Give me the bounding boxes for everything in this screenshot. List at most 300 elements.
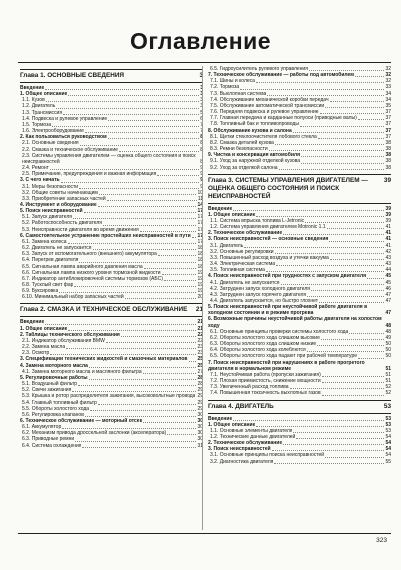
entry-page: 48 (385, 322, 391, 329)
entry-page: 21 (197, 325, 203, 332)
entry-title: 3. Спецификации технических жидкостей и смазочных материалов (20, 356, 188, 363)
leader-dots (305, 221, 384, 223)
entry-title: 2. Техническое обслуживание (208, 230, 283, 237)
entry-title: 9. Чистка и консервация автомобиля (208, 152, 300, 159)
leader-dots (301, 162, 384, 164)
entry-title: 6.2. Обороты холостого хода слишком высокие (210, 334, 320, 341)
leader-dots (233, 209, 384, 211)
entry-page: 3 (200, 103, 203, 110)
leader-dots (119, 150, 199, 152)
entry-page: 14 (197, 201, 203, 208)
chapter-page: 21 (195, 306, 203, 314)
entry-title: 6.7. Индикатор антиблокировочной системы тормозов (АБС) (22, 275, 163, 282)
entry-title: Введение (208, 415, 233, 422)
entry-page: 29 (197, 387, 203, 394)
entry-page: 37 (385, 115, 391, 122)
leader-dots (275, 143, 385, 145)
leader-dots (267, 94, 384, 96)
entry-title: 3.5. Топливная система (210, 267, 265, 274)
entry-title: 1.3. Трансмиссия (22, 109, 63, 116)
leader-dots (319, 301, 384, 303)
entry-page: 50 (385, 347, 391, 354)
entry-title: 3.2. Основные регулировки (210, 248, 274, 255)
toc-subsection[interactable] (208, 165, 391, 171)
chapter-heading (20, 69, 203, 83)
entry-page: 23 (197, 344, 203, 351)
entry-title: 2.2. Замена масла (22, 344, 66, 351)
entry-page: 52 (385, 390, 391, 397)
entry-title: 4. Поиск неисправностей при трудностях с запуском двигателя (208, 273, 366, 280)
leader-dots (330, 258, 385, 260)
leader-dots (45, 323, 196, 325)
entry-page: 22 (197, 331, 203, 338)
entry-title: 3. Поиск неисправностей — основные сведения (208, 236, 329, 243)
entry-page: 38 (385, 158, 391, 165)
entry-page: 38 (385, 146, 391, 153)
entry-page: 50 (385, 341, 391, 348)
leader-dots (296, 437, 384, 439)
leader-dots (80, 144, 200, 146)
entry-page: 54 (385, 446, 391, 453)
leader-dots (307, 350, 385, 352)
page-number: 323 (376, 537, 387, 544)
leader-dots (330, 100, 385, 102)
entry-page: 44 (385, 267, 391, 274)
entry-title: 3.2. Общие советы начинающим (22, 189, 98, 196)
entry-title: 2.3. Системы управления двигателем — оценка общего состояния и поиск неисправностей (22, 152, 196, 165)
entry-page: 17 (197, 232, 203, 239)
entry-page: 8 (200, 140, 203, 147)
leader-dots (108, 119, 199, 121)
leader-dots (358, 118, 385, 120)
leader-dots (74, 285, 196, 287)
leader-dots (140, 230, 197, 232)
entry-page: 8 (200, 134, 203, 141)
entry-title: 9.2. Уход за отделкой салона (210, 164, 278, 171)
entry-title: 2. Техническое обслуживание (208, 440, 283, 447)
entry-title: 4.1. Замена моторного масла и масляного фильтра (22, 368, 142, 375)
entry-page: 55 (385, 458, 391, 465)
leader-dots (167, 433, 196, 435)
top-rule (18, 62, 391, 63)
entry-title: 3.3. Приобретение запасных частей (22, 195, 106, 202)
entry-page: 43 (385, 261, 391, 268)
leader-dots (355, 75, 384, 77)
entry-title: 6.2. Механизм привода дроссельной заслонки (акселератора) (22, 430, 167, 437)
leader-dots (78, 384, 196, 386)
leader-dots (349, 332, 384, 334)
entry-page: 30 (197, 411, 203, 418)
entry-title: 6.9. Буксировка (22, 288, 59, 295)
leader-dots (143, 421, 196, 423)
entry-page: 41 (385, 242, 391, 249)
entry-page: 51 (385, 365, 391, 372)
entry-page: 34 (385, 96, 391, 103)
entry-page: 22 (197, 337, 203, 344)
entry-page: 7 (200, 121, 203, 128)
leader-dots (72, 390, 196, 392)
entry-title: 6.3. Приводные ремни (22, 436, 75, 443)
chapter-title: Глава 3. СИСТЕМЫ УПРАВЛЕНИЯ ДВИГАТЕЛЕМ — ОЦЕНКА ОБЩЕГО СОСТОЯНИЯ И ПОИСК НЕИСПРАВНОСТЕЙ (208, 176, 368, 200)
entry-title: 6.5. Гидроусилитель рулевого управления (210, 66, 308, 72)
leader-dots (320, 112, 385, 114)
leader-dots (107, 199, 197, 201)
entry-page: 23 (197, 350, 203, 357)
entry-title: 2.5. Примечание, предупреждения и важная информация (22, 171, 157, 178)
entry-title: 1.2. Система управления двигателем Motronic 1.1 (210, 224, 326, 231)
entry-title: 8.3. Ремни безопасности (210, 146, 268, 153)
entry-page: 32 (385, 66, 391, 72)
entry-page: 50 (385, 353, 391, 360)
leader-dots (301, 155, 384, 157)
leader-dots (68, 329, 196, 331)
leader-dots (50, 168, 199, 170)
entry-page: 31 (197, 442, 203, 449)
entry-title: 4.1. Двигатель не запускается (210, 279, 280, 286)
leader-dots (293, 131, 385, 133)
leader-dots (98, 205, 197, 207)
entry-title: 1. Общее описание (20, 325, 68, 332)
entry-page: 38 (385, 164, 391, 171)
leader-dots (256, 81, 385, 83)
entry-page: 19 (197, 282, 203, 288)
leader-dots (276, 264, 384, 266)
entry-title: 5.2. Работоспособность двигателя (22, 220, 102, 227)
entry-title: 7.1. Шины и колеса (210, 78, 255, 85)
entry-title: 1.2. Технические данные двигателей (210, 433, 296, 440)
leader-dots (256, 215, 384, 217)
entry-title: 4.2. Затруднен запуск холодного двигателя (210, 285, 311, 292)
leader-dots (266, 270, 385, 272)
entry-title: 6.3. Запуск от вспомогательного (внешнего) аккумулятора (22, 251, 157, 258)
leader-dots (269, 149, 385, 151)
entry-page: 54 (385, 433, 391, 440)
column-divider (202, 66, 203, 530)
entry-title: 6.10. Минимальный набор запасных частей (22, 294, 124, 301)
entry-title: 6.4. Перегрев двигателя (22, 257, 79, 264)
entry-page: 54 (385, 440, 391, 447)
entry-page: 51 (385, 371, 391, 378)
leader-dots (106, 341, 197, 343)
entry-page: 18 (197, 245, 203, 252)
entry-page: 10 (197, 189, 203, 196)
entry-title: 5.1. Запуск двигателя (22, 214, 72, 221)
toc-section[interactable] (208, 316, 391, 328)
entry-title: 7.6. Передняя подвеска и рулевое управление (210, 109, 319, 116)
toc-subsection[interactable] (208, 459, 391, 465)
leader-dots (45, 88, 199, 90)
entry-page: 45 (385, 279, 391, 286)
leader-dots (322, 381, 385, 383)
chapter-page: 3 (199, 72, 203, 79)
entry-page: 25 (197, 356, 203, 363)
entry-title: 5.2. Свечи зажигания (22, 387, 72, 394)
entry-title: 7.8. Топливный бак и топливопроводы (210, 121, 299, 128)
entry-title: 6.8. Тусклый свет фар (22, 282, 74, 288)
entry-page: 8 (200, 158, 203, 165)
chapter-heading (20, 303, 203, 317)
entry-title: 1.1. Кузов (22, 97, 45, 104)
entry-title: 5.3. Крышка и ротор распределителя зажигания, высоковольтные провода (22, 393, 196, 400)
entry-title: 3.1. Двигатель (210, 242, 244, 249)
leader-dots (50, 353, 196, 355)
entry-title: 6. Возможные причины неустойчивой работы двигателя на холостом ходу (208, 316, 382, 329)
entry-page: 27 (197, 368, 203, 375)
leader-dots (321, 338, 385, 340)
entry-page: 20 (197, 294, 203, 301)
entry-page: 30 (197, 430, 203, 437)
toc-right-column (208, 66, 391, 465)
entry-title: Введение (20, 85, 45, 91)
entry-title: 7. Техническое обслуживание — работы под автомобилем (208, 72, 354, 79)
entry-page: 49 (385, 334, 391, 341)
entry-page: 32 (385, 72, 391, 79)
entry-page: 51 (385, 378, 391, 385)
entry-page: 46 (385, 285, 391, 292)
entry-title: 2.4. Ремонт (22, 165, 49, 172)
leader-dots (290, 387, 385, 389)
entry-title: 1.6. Электрооборудование (22, 128, 84, 135)
entry-title: 5.1. Воздушный фильтр (22, 381, 78, 388)
leader-dots (85, 415, 197, 417)
entry-page: 30 (197, 424, 203, 431)
leader-dots (240, 88, 384, 90)
entry-page: 41 (385, 224, 391, 231)
entry-page: 18 (197, 263, 203, 270)
leader-dots (327, 227, 385, 229)
entry-title: 8.1. Щетки стеклоочистителя лобового стекла (210, 133, 317, 140)
toc-section[interactable] (208, 304, 391, 316)
entry-title: 6.1. Замена колеса (22, 238, 67, 245)
entry-title: 1.4. Подвеска и рулевое управление (22, 115, 108, 122)
entry-page: 7 (200, 128, 203, 135)
leader-dots (317, 344, 384, 346)
chapter-title: Глава 4. ДВИГАТЕЛЬ (208, 402, 274, 410)
entry-page: 41 (385, 230, 391, 237)
entry-title: 6.6. Сигнальная лампа низкого уровня тормозной жидкости (22, 269, 161, 276)
entry-page: 17 (197, 220, 203, 227)
chapter-heading (208, 400, 391, 414)
entry-title: 1.1. Основные элементы двигателя (210, 427, 293, 434)
entry-title: 1. Общее описание (208, 211, 256, 218)
entry-page: 17 (197, 214, 203, 221)
entry-page: 53 (385, 415, 391, 422)
leader-dots (93, 248, 197, 250)
entry-title: 7.7. Главная передача и карданные полуоси (приводные валы) (210, 115, 357, 122)
entry-title: 2. Таблицы технического обслуживания (20, 331, 120, 338)
entry-title: 2.2. Смазка и техническое обслуживание (22, 146, 118, 153)
entry-title: Введение (208, 205, 233, 212)
entry-page: 53 (385, 421, 391, 428)
entry-page: 18 (197, 257, 203, 264)
leader-dots (84, 211, 197, 213)
entry-title: 4.3. Затруднен запуск горячего двигателя (210, 291, 307, 298)
entry-title: 5. Поиск неисправностей при неустойчивой работе двигателя в холодном состоянии и в режиме прогрева (208, 304, 368, 317)
entry-title: 6.4. Система охлаждения (22, 442, 82, 449)
leader-dots (281, 283, 385, 285)
entry-page: 42 (385, 248, 391, 255)
entry-page: 29 (197, 393, 203, 400)
entry-title: Введение (20, 319, 45, 326)
leader-dots (274, 462, 384, 464)
leader-dots (75, 440, 196, 442)
entry-page: 45 (385, 273, 391, 280)
entry-title: 3. Поиск неисправностей (208, 446, 271, 453)
entry-title: 6.4. Обороты холостого хода колеблются (210, 347, 306, 354)
leader-dots (311, 289, 384, 291)
leader-dots (68, 242, 197, 244)
chapter-title: Глава 1. ОСНОВНЫЕ СВЕДЕНИЯ (20, 72, 125, 79)
leader-dots (325, 106, 384, 108)
leader-dots (329, 240, 384, 242)
entry-page: 19 (197, 275, 203, 282)
entry-title: 3.1. Основные принципы поиска неисправностей (210, 452, 325, 459)
page-title: Оглавление (129, 28, 272, 54)
leader-dots (89, 378, 197, 380)
entry-title: 2.1. Основные сведения (22, 140, 79, 147)
leader-dots (300, 125, 384, 127)
entry-page: 19 (197, 269, 203, 276)
toc-subsection[interactable] (20, 443, 203, 449)
entry-page: 5 (200, 109, 203, 116)
entry-title: 7.5. Обслуживание автоматической трансмиссии (210, 102, 325, 109)
entry-title: 4.4. Двигатель запускается, но быстро глохнет (210, 298, 319, 304)
entry-page: 9 (200, 183, 203, 190)
entry-title: 1.1. Система впрыска топлива L-Jetronic (210, 217, 305, 224)
leader-dots (283, 233, 384, 235)
entry-title: 5.4. Главный топливный фильтр (22, 399, 97, 406)
leader-dots (244, 246, 384, 248)
entry-page: 35 (385, 102, 391, 109)
entry-page: 34 (385, 90, 391, 97)
entry-title: 3.3. Повышенный расход воздуха и утечки вакуума (210, 254, 329, 261)
leader-dots (322, 375, 385, 377)
entry-title: 6.5. Сигнальная лампа аварийного давления масла (22, 263, 143, 270)
entry-title: 7.2. Плохая приемистость, снижение мощности (210, 378, 321, 385)
entry-page: 3 (200, 91, 203, 98)
leader-dots (56, 107, 199, 109)
leader-dots (307, 295, 384, 297)
entry-page: 33 (385, 84, 391, 91)
entry-page: 39 (385, 205, 391, 212)
entry-page: 8 (200, 146, 203, 153)
leader-dots (189, 360, 197, 362)
leader-dots (192, 236, 197, 238)
leader-dots (73, 217, 196, 219)
entry-page: 18 (197, 251, 203, 258)
leader-dots (85, 131, 199, 133)
entry-title: 8.2. Смазка деталей кузова (210, 139, 274, 146)
entry-page: 29 (197, 405, 203, 412)
leader-dots (164, 279, 197, 281)
leader-dots (68, 94, 199, 96)
entry-title: 7.1. Неустойчивая работа (пропуски зажигания) (210, 371, 321, 378)
entry-title: 7.4. Обслуживание механической коробки передач (210, 96, 329, 103)
entry-page: 28 (197, 374, 203, 381)
toc-subsection[interactable] (20, 153, 203, 165)
entry-title: 4. Инструмент и оборудование (20, 201, 97, 208)
entry-page: 17 (197, 238, 203, 245)
leader-dots (256, 425, 384, 427)
leader-dots (367, 277, 384, 279)
entry-page: 47 (385, 298, 391, 304)
chapter-page: 39 (383, 176, 391, 184)
entry-title: 5.5. Обороты холостого хода (22, 405, 90, 412)
leader-dots (79, 261, 196, 263)
entry-page: 19 (197, 288, 203, 295)
entry-page: 3 (200, 97, 203, 104)
entry-page: 32 (385, 78, 391, 85)
leader-dots (103, 224, 196, 226)
entry-title: 3.4. Электрическая система (210, 261, 276, 268)
leader-dots (275, 252, 385, 254)
entry-title: 1.2. Двигатель (22, 103, 56, 110)
entry-page: 9 (200, 171, 203, 178)
leader-dots (309, 69, 385, 71)
leader-dots (89, 366, 197, 368)
entry-title: 7.3. Увеличенный расход топлива (210, 384, 289, 391)
entry-page: 43 (385, 254, 391, 261)
leader-dots (125, 297, 197, 299)
entry-title: 7.2. Тормоза (210, 84, 240, 91)
leader-dots (108, 137, 200, 139)
entry-title: 2.3. Осмотр (22, 350, 50, 357)
entry-page: 37 (385, 133, 391, 140)
entry-title: 6.5. Обороты холостого хода падают при рабочей температуре (210, 353, 358, 360)
entry-page: 53 (385, 427, 391, 434)
bottom-rule (18, 533, 391, 534)
entry-page: 39 (385, 217, 391, 224)
entry-page: 54 (385, 452, 391, 459)
toc-subsection[interactable] (208, 390, 391, 396)
entry-page: 25 (197, 362, 203, 369)
entry-page: 28 (197, 381, 203, 388)
leader-dots (99, 193, 197, 195)
entry-page: 38 (385, 139, 391, 146)
entry-page: 38 (385, 152, 391, 159)
entry-page: 52 (385, 384, 391, 391)
entry-title: 6. Техническое обслуживание — моторный отсек (20, 417, 143, 424)
leader-dots (52, 125, 199, 127)
entry-page: 9 (200, 177, 203, 184)
entry-title: 9.1. Уход за наружной отделкой кузова (210, 158, 301, 165)
entry-page: 11 (197, 195, 203, 202)
entry-title: 5. Поиск неисправностей (20, 208, 83, 215)
entry-title: 6.3. Обороты холостого хода слишком низкие (210, 341, 317, 348)
leader-dots (90, 409, 196, 411)
entry-page: 37 (385, 121, 391, 128)
leader-dots (318, 137, 385, 139)
entry-page: 29 (197, 399, 203, 406)
entry-page: 37 (385, 127, 391, 134)
entry-page: 21 (197, 319, 203, 326)
chapter-title: Глава 2. СМАЗКА И ТЕХНИЧЕСКОЕ ОБСЛУЖИВАНИЕ (20, 306, 188, 314)
leader-dots (358, 357, 384, 359)
leader-dots (233, 419, 384, 421)
entry-page: 6 (200, 115, 203, 122)
leader-dots (162, 273, 197, 275)
toc-subsection[interactable] (20, 294, 203, 300)
leader-dots (46, 100, 199, 102)
leader-dots (157, 174, 199, 176)
leader-dots (293, 431, 384, 433)
leader-dots (98, 403, 197, 405)
leader-dots (279, 168, 385, 170)
leader-dots (61, 181, 200, 183)
entry-title: 6. Самостоятельное устранение простейших неисправностей в пути (20, 232, 191, 239)
toc-section[interactable] (208, 360, 391, 372)
entry-title: 3. С чего начать (20, 177, 60, 184)
